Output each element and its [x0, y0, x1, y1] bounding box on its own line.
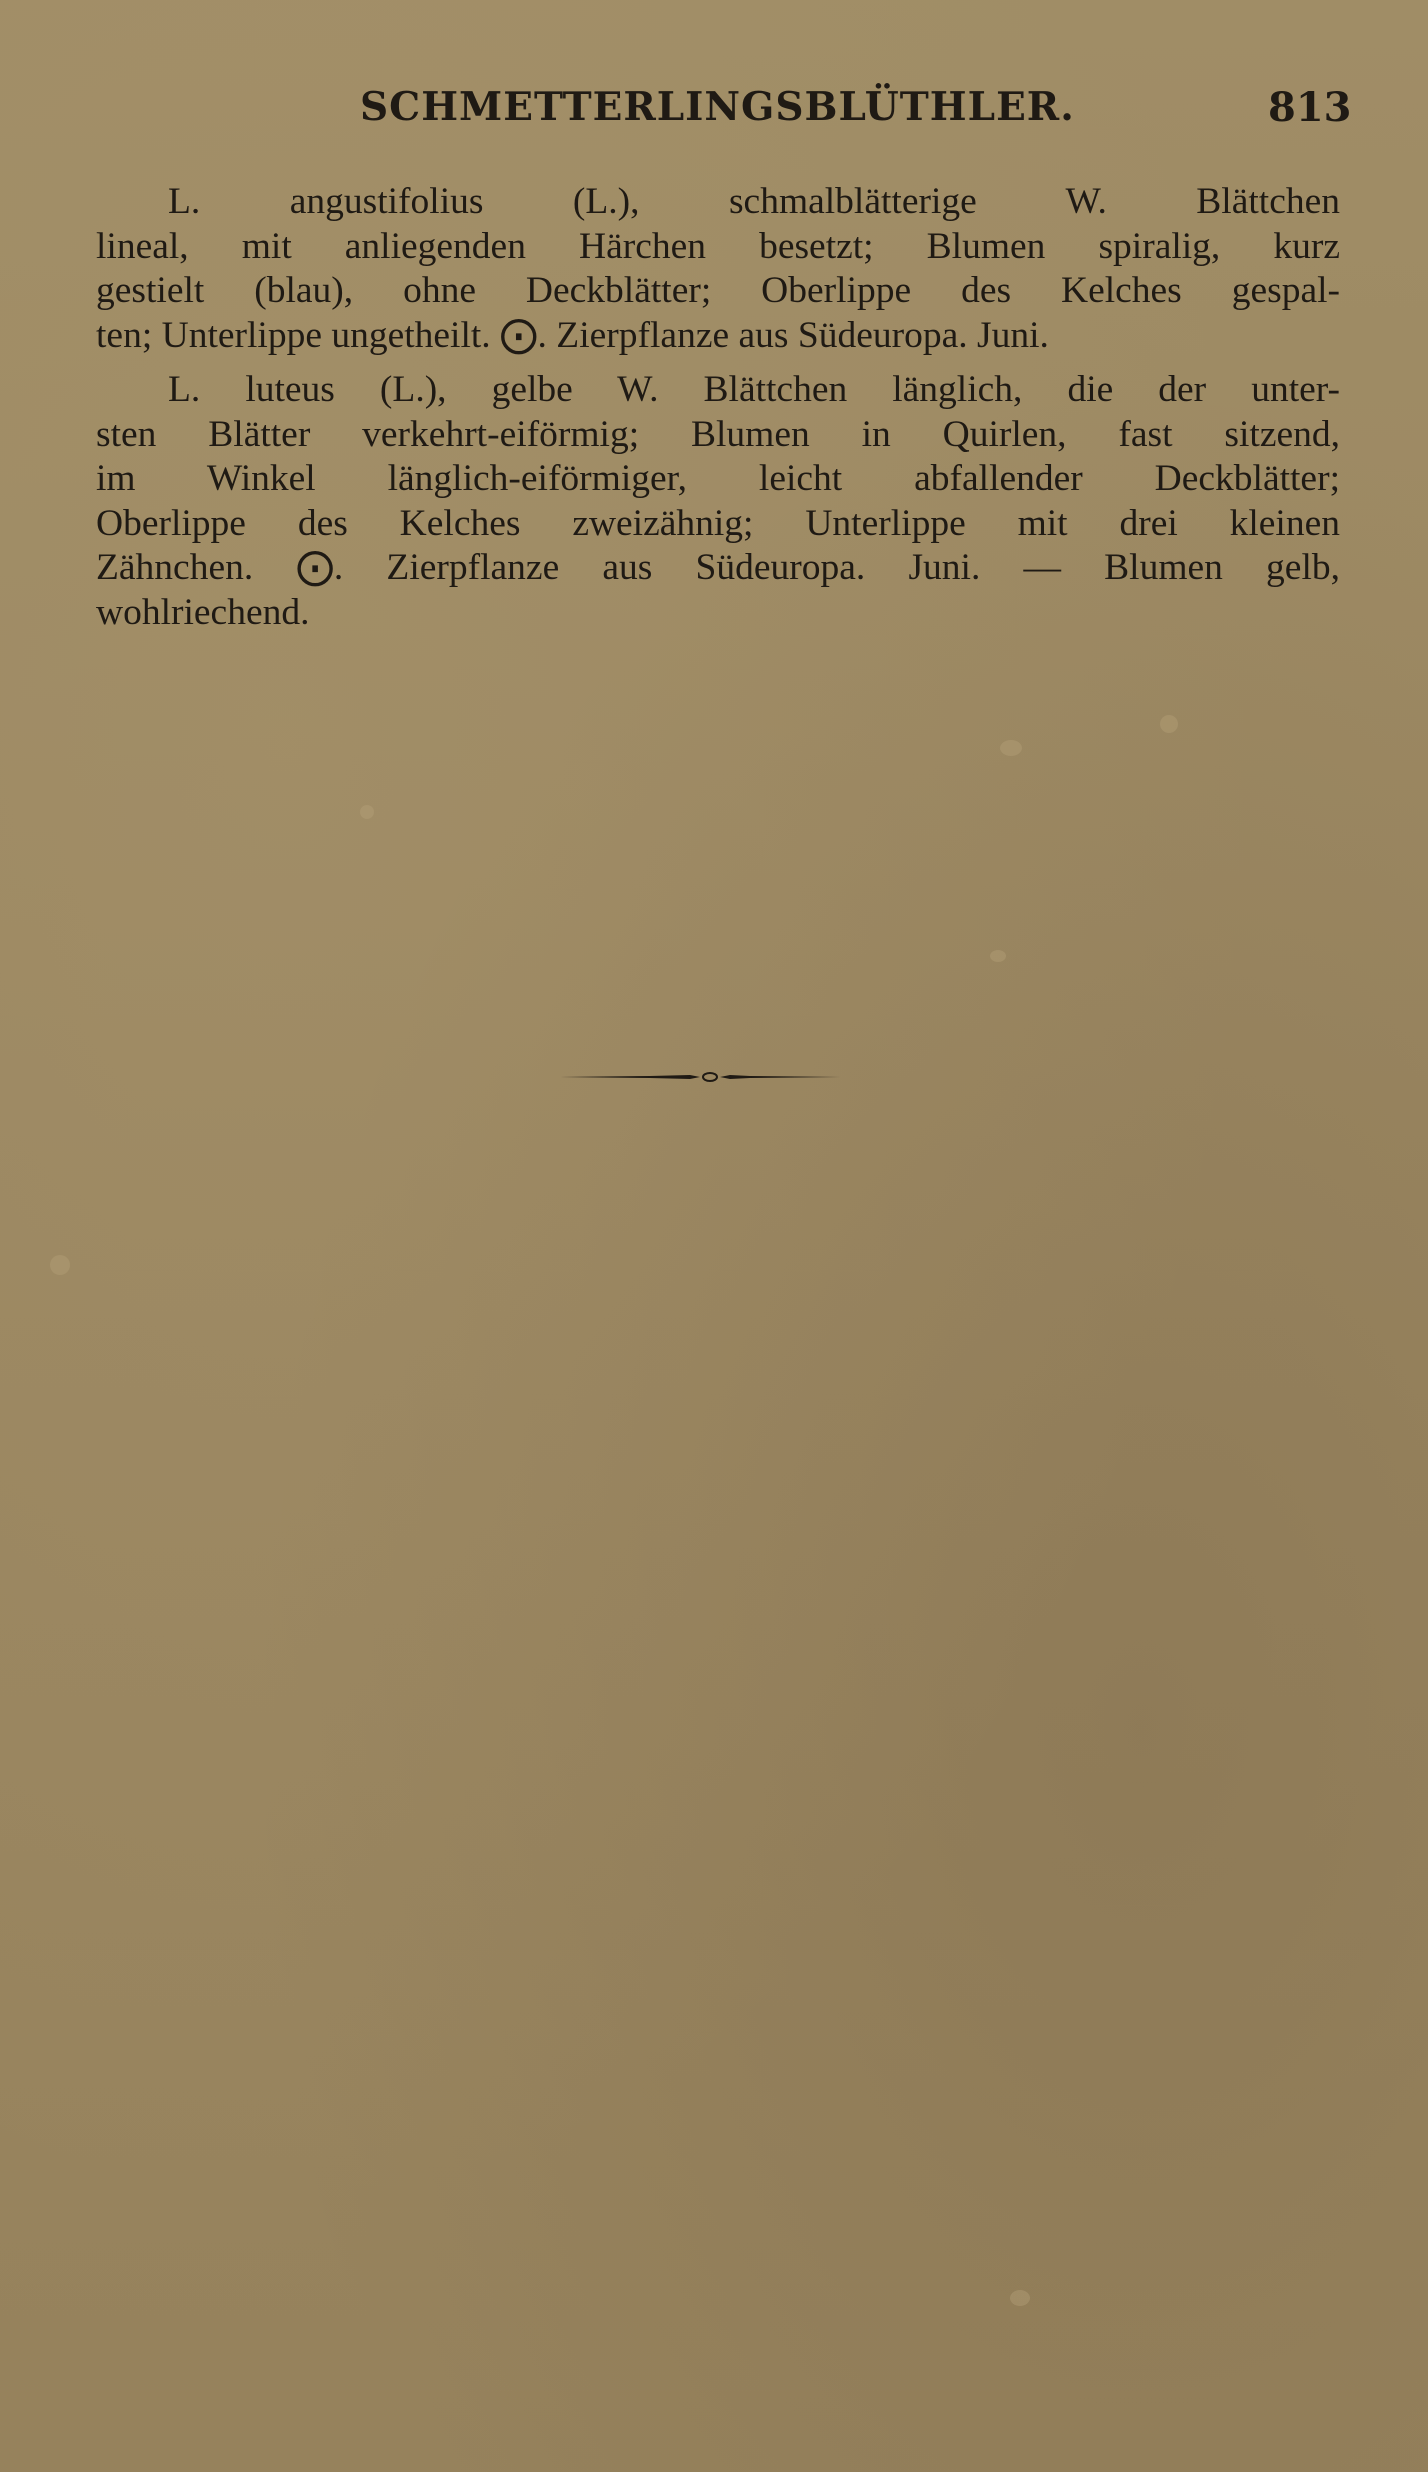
running-head: SCHMETTERLINGSBLÜTHLER. — [360, 84, 1075, 130]
page-number: 813 — [1268, 84, 1352, 131]
paper-speck — [1010, 2290, 1030, 2306]
paper-speck — [990, 950, 1006, 962]
page-header — [0, 84, 1428, 144]
text-line: L. luteus (L.), gelbe W. Blättchen länglich, die der unter- — [168, 369, 1340, 410]
entry-lupinus-luteus — [96, 368, 1340, 635]
text-line: sten Blätter verkehrt-eiförmig; Blumen in Quirlen, fast sitzend, — [96, 413, 1340, 455]
text-line: L. angustifolius (L.), schmalblätterige W. Blättchen — [168, 181, 1340, 222]
paper-speck — [1000, 740, 1022, 756]
text-line: Zähnchen. ⨀. Zierpflanze aus Südeuropa. Juni. — Blumen gelb, — [96, 547, 1340, 588]
section-end-ornament — [560, 1070, 840, 1084]
body-text — [96, 180, 1340, 645]
entry-lupinus-angustifolius — [96, 180, 1340, 358]
paper-speck — [360, 805, 374, 819]
text-line: im Winkel länglich-eiförmiger, leicht abfallender Deckblätter; — [96, 458, 1340, 499]
text-line: ten; Unterlippe ungetheilt. ⨀. Zierpflanze aus Südeuropa. Juni. — [96, 314, 1049, 356]
text-line: lineal, mit anliegenden Härchen besetzt; Blumen spiralig, kurz — [96, 225, 1340, 267]
text-line: wohlriechend. — [96, 591, 310, 633]
paper-speck — [1160, 715, 1178, 733]
paper-speck — [50, 1255, 70, 1275]
text-line: gestielt (blau), ohne Deckblätter; Oberlippe des Kelches gespal- — [96, 270, 1340, 311]
text-line: Oberlippe des Kelches zweizähnig; Unterlippe mit drei kleinen — [96, 502, 1340, 544]
